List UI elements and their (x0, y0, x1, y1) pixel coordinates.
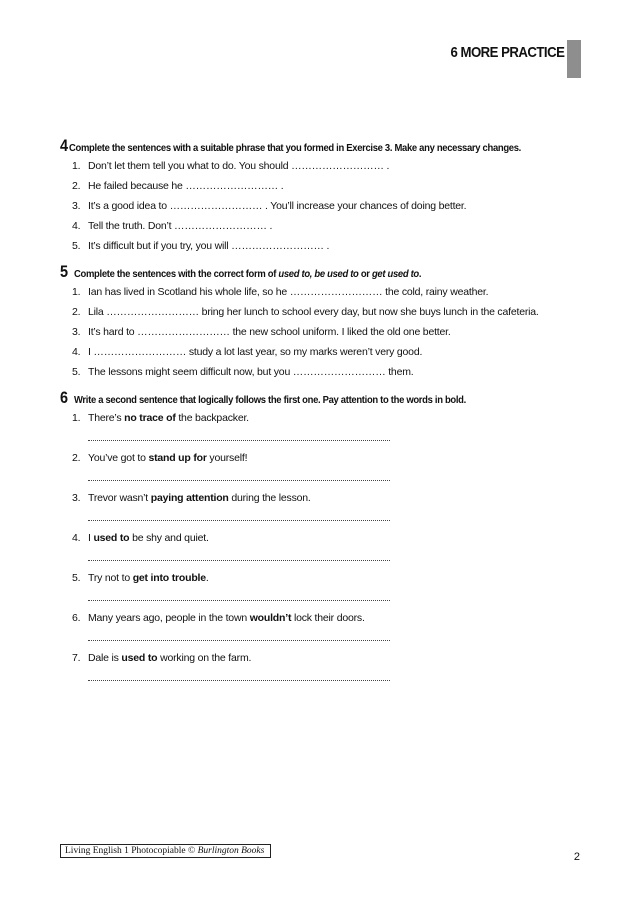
exercise-item: 1. There’s no trace of the backpacker. (60, 408, 560, 448)
exercise-item: 1. Don’t let them tell you what to do. You should ……………………… . (72, 160, 390, 172)
answer-line[interactable] (88, 550, 390, 561)
page-number: 2 (573, 851, 580, 863)
exercise-6 (60, 388, 560, 688)
exercise-item: 7. Dale is used to working on the farm. (60, 648, 560, 688)
exercise-item: 4. I ……………………… study a lot last year, so my marks weren’t very good. (72, 346, 423, 358)
answer-line[interactable] (88, 470, 390, 481)
exercise-4 (60, 136, 560, 256)
exercise-item: 2. You’ve got to stand up for yourself! (60, 448, 560, 488)
exercise-heading (60, 136, 560, 156)
exercise-number: 5 (60, 262, 69, 281)
publisher-name: Burlington Books (197, 846, 265, 856)
exercise-item: 2. He failed because he ……………………… . (72, 180, 284, 192)
exercise-number: 4 (60, 136, 69, 155)
exercise-heading (60, 262, 560, 282)
header-accent-bar (567, 40, 581, 78)
exercise-heading (60, 388, 560, 408)
exercise-items (60, 156, 560, 256)
exercise-items (60, 408, 560, 688)
answer-line[interactable] (88, 670, 390, 681)
exercise-item: 2. Lila ……………………… bring her lunch to school every day, but now she buys lunch in the cafeteria. (72, 306, 539, 318)
exercise-item: 3. It’s a good idea to ……………………… . You’ll increase your chances of doing better. (72, 200, 467, 212)
exercise-item: 6. Many years ago, people in the town wouldn’t lock their doors. (60, 608, 560, 648)
exercise-item: 5. Try not to get into trouble. (60, 568, 560, 608)
exercise-item: 5. The lessons might seem difficult now, but you ……………………… them. (72, 366, 414, 378)
exercise-item: 4. Tell the truth. Don’t ……………………… . (72, 220, 273, 232)
answer-line[interactable] (88, 590, 390, 601)
answer-line[interactable] (88, 510, 390, 521)
exercise-item: 5. It’s difficult but if you try, you will ……………………… . (72, 240, 330, 252)
exercise-5 (60, 262, 560, 382)
footer-copyright: Living English 1 Photocopiable © Burlington Books (60, 844, 271, 858)
exercise-item: 3. Trevor wasn’t paying attention during the lesson. (60, 488, 560, 528)
page-header-title: 6 MORE PRACTICE (450, 44, 564, 61)
exercise-item: 3. It’s hard to ……………………… the new school uniform. I liked the old one better. (72, 326, 451, 338)
answer-line[interactable] (88, 630, 390, 641)
answer-line[interactable] (88, 430, 390, 441)
exercise-instruction: Write a second sentence that logically follows the first one. Pay attention to the words in bold. (74, 394, 466, 406)
exercise-item: 4. I used to be shy and quiet. (60, 528, 560, 568)
exercise-instruction: Complete the sentences with a suitable phrase that you formed in Exercise 3. Make any necessary changes. (69, 142, 522, 154)
exercise-item: 1. Ian has lived in Scotland his whole life, so he ……………………… the cold, rainy weather. (72, 286, 489, 298)
exercise-items (60, 282, 560, 382)
exercise-instruction: Complete the sentences with the correct form of used to, be used to or get used to. (74, 268, 422, 280)
exercise-number: 6 (60, 388, 69, 407)
